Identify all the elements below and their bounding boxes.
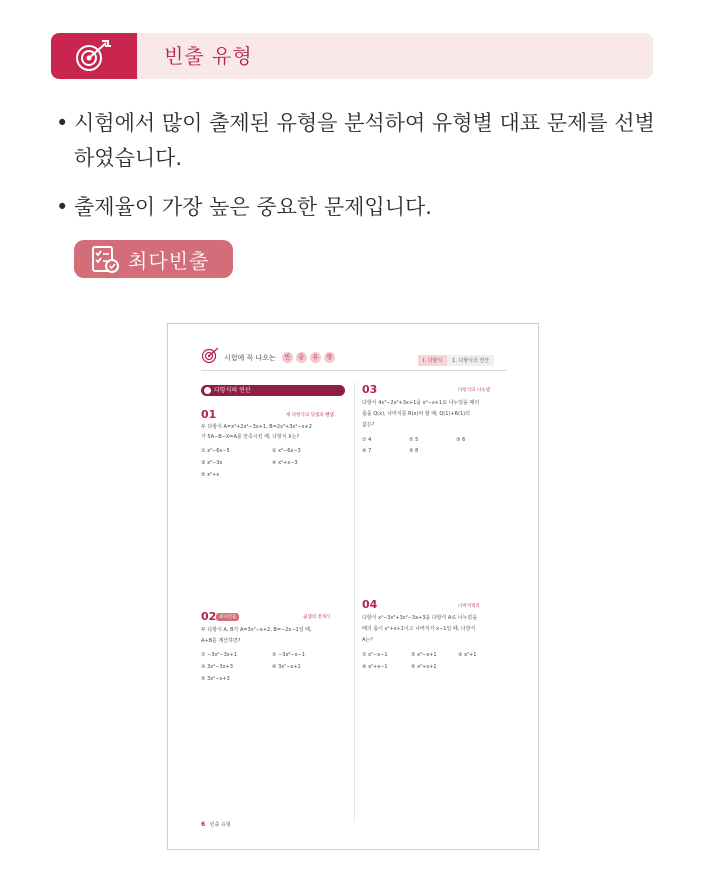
- answer-choice: ⑤ 3x²−x+3: [201, 676, 230, 682]
- banner-title: 빈출 유형: [164, 44, 253, 68]
- header-rule: [201, 370, 507, 371]
- thumbnail-header-title: 시험에 꼭 나오는: [224, 353, 276, 362]
- question-line: 때의 몫이 x²+x+1이고 나머지가 x−1일 때, 다항식: [362, 626, 476, 632]
- question-tag: 세 다항식의 덧셈과 뺄셈: [286, 413, 334, 418]
- answer-choice: ② 5: [409, 437, 419, 443]
- question-line: A는?: [362, 637, 373, 643]
- most-frequent-mini-badge: 최다빈출: [216, 613, 239, 621]
- answer-choice: ② x²−x+1: [411, 652, 437, 658]
- section-banner: [51, 33, 653, 79]
- answer-choice: ③ x²−3x: [201, 460, 223, 466]
- sample-page-thumbnail: [167, 323, 539, 850]
- question-line: 가 5A−B−X=A를 만족시킬 때, 다항식 X는?: [201, 434, 300, 440]
- question-line: 몫을 Q(x), 나머지를 R(x)라 할 때, Q(1)+R(1)의: [362, 411, 470, 417]
- section-bar: [201, 385, 345, 396]
- target-icon-small: [201, 346, 221, 364]
- question-tag: 곱셈의 전개식: [303, 615, 331, 620]
- question-line: A+B를 계산하면?: [201, 638, 241, 644]
- thumbnail-tab: Ⅰ. 다항식: [418, 355, 447, 366]
- page-number: 6: [201, 821, 206, 828]
- section-bar-label: 다항식의 연산: [214, 387, 251, 394]
- answer-choice: ② x²−6x−3: [272, 448, 301, 454]
- bullet-item-2: [56, 190, 656, 225]
- question-number: 02: [201, 610, 217, 623]
- thumbnail-tab: 1. 다항식의 연산: [447, 355, 494, 366]
- answer-choice: ④ x²+x−3: [272, 460, 298, 466]
- header-char: 유: [310, 352, 321, 363]
- question-tag: 다항식의 나눗셈: [458, 388, 490, 393]
- header-char: 출: [296, 352, 307, 363]
- answer-choice: ⑤ x²+x+1: [411, 664, 437, 670]
- checklist-icon: [90, 244, 120, 274]
- banner-icon-box: [51, 33, 137, 79]
- answer-choice: ⑤ 8: [409, 448, 419, 454]
- answer-choice: ③ 6: [456, 437, 466, 443]
- header-char: 형: [324, 352, 335, 363]
- section-dot-icon: [204, 387, 211, 394]
- question-line: 두 다항식 A, B가 A=3x²−x+2, B=−2x−1일 때,: [201, 627, 312, 633]
- question-line: 값은?: [362, 422, 375, 428]
- answer-choice: ⑤ x²+x: [201, 472, 220, 478]
- bullet-item-1: [56, 106, 656, 176]
- question-tag: 나머지정리: [458, 604, 480, 609]
- answer-choice: ① x²−6x−5: [201, 448, 230, 454]
- header-char: 빈: [282, 352, 293, 363]
- answer-choice: ② −3x²−x−1: [272, 652, 305, 658]
- answer-choice: ④ 3x²−x+1: [272, 664, 301, 670]
- answer-choice: ① 4: [362, 437, 372, 443]
- answer-choice: ③ 3x²−3x+3: [201, 664, 233, 670]
- bullet-text-2: 출제율이 가장 높은 중요한 문제입니다.: [74, 195, 432, 219]
- thumbnail-header: [224, 352, 335, 363]
- question-line: 다항식 4x³−2x²+3x+1을 x²−x+1로 나누었을 때의: [362, 400, 480, 406]
- question-line: 두 다항식 A=x³+2x²−3x+1, B=2x³+3x²−x+2: [201, 424, 312, 430]
- bullet-marker: •: [56, 195, 69, 219]
- target-arrow-icon: [74, 39, 114, 73]
- column-divider: [354, 382, 355, 822]
- thumbnail-footer: [201, 821, 231, 828]
- answer-choice: ③ x²+1: [458, 652, 477, 658]
- answer-choice: ④ 7: [362, 448, 372, 454]
- bullet-text-1: 시험에서 많이 출제된 유형을 분석하여 유형별 대표 문제를 선별하였습니다.: [74, 111, 655, 170]
- badge-label: 최다빈출: [128, 248, 210, 273]
- bullet-marker: •: [56, 111, 69, 135]
- thumbnail-tabs: [418, 355, 494, 366]
- answer-choice: ① −3x²−3x+1: [201, 652, 238, 658]
- question-number: 01: [201, 408, 217, 421]
- question-number: 03: [362, 383, 378, 396]
- question-line: 다항식 x⁴−3x³+3x²−3x+3을 다항식 A로 나누었을: [362, 615, 478, 621]
- question-number: 04: [362, 598, 378, 611]
- footer-label: 빈출 유형: [209, 822, 231, 828]
- answer-choice: ① x²−x−1: [362, 652, 388, 658]
- answer-choice: ④ x²+x−1: [362, 664, 388, 670]
- most-frequent-badge: [74, 240, 233, 278]
